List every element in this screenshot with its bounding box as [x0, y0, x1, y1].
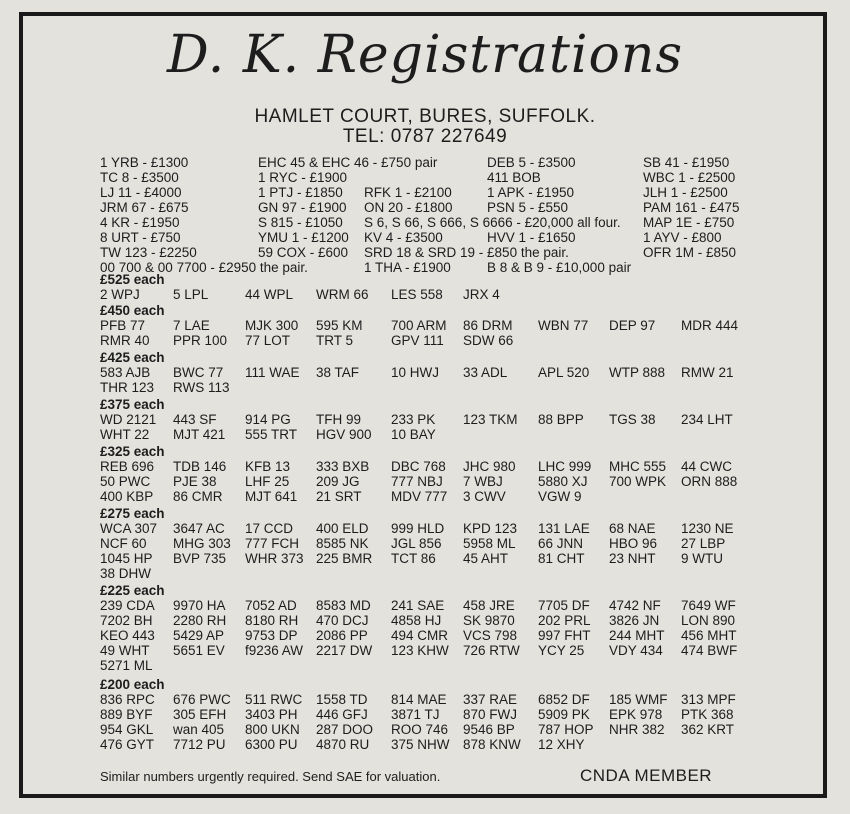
plate-number: 800 UKN [245, 722, 300, 737]
plate-number: 555 TRT [245, 427, 298, 442]
plate-number: 999 HLD [391, 521, 445, 536]
price-heading: £275 each [100, 506, 165, 521]
price-heading: £375 each [100, 397, 165, 412]
plate-number: 511 RWC [245, 692, 303, 707]
priced-entry: 411 BOB [487, 170, 541, 185]
plate-number: VGW 9 [538, 489, 582, 504]
priced-entry: S 815 - £1050 [258, 215, 343, 230]
plate-number: 202 PRL [538, 613, 591, 628]
plate-row [100, 412, 820, 427]
plate-number: 470 DCJ [316, 613, 369, 628]
plate-number: REB 696 [100, 459, 155, 474]
plate-number: MHC 555 [609, 459, 667, 474]
plate-number: THR 123 [100, 380, 155, 395]
plate-number: SDW 66 [463, 333, 514, 348]
plate-number: 10 HWJ [391, 365, 440, 380]
priced-entry: B 8 & B 9 - £10,000 pair [487, 260, 632, 275]
price-heading: £200 each [100, 677, 165, 692]
plate-number: RWS 113 [173, 380, 230, 395]
plate-number: 5880 XJ [538, 474, 588, 489]
plate-number: 7202 BH [100, 613, 153, 628]
plate-number: 8180 RH [245, 613, 299, 628]
plate-number: 44 WPL [245, 287, 294, 302]
plate-number: 1045 HP [100, 551, 153, 566]
plate-number: 337 RAE [463, 692, 518, 707]
plate-row [100, 380, 820, 395]
plate-number: 458 JRE [463, 598, 515, 613]
plate-number: 4742 NF [609, 598, 661, 613]
plate-number: MJT 421 [173, 427, 226, 442]
plate-number: RMW 21 [681, 365, 734, 380]
plate-row [100, 658, 820, 673]
plate-number: 400 KBP [100, 489, 154, 504]
plate-number: 954 GKL [100, 722, 154, 737]
plate-number: PTK 368 [681, 707, 734, 722]
priced-entry: 1 YRB - £1300 [100, 155, 189, 170]
priced-entry: 1 AYV - £800 [643, 230, 722, 245]
plate-row [100, 287, 820, 302]
plate-number: 726 RTW [463, 643, 520, 658]
plate-number: WD 2121 [100, 412, 157, 427]
plate-number: 38 TAF [316, 365, 360, 380]
plate-number: 583 AJB [100, 365, 151, 380]
plate-number: LHF 25 [245, 474, 290, 489]
plate-number: 787 HOP [538, 722, 594, 737]
plate-number: 676 PWC [173, 692, 231, 707]
plate-number: WBN 77 [538, 318, 589, 333]
plate-number: 313 MPF [681, 692, 736, 707]
plate-number: LHC 999 [538, 459, 592, 474]
priced-entry: 1 RYC - £1900 [258, 170, 348, 185]
plate-number: 595 KM [316, 318, 363, 333]
plate-number: KEO 443 [100, 628, 155, 643]
priced-entry: LJ 11 - £4000 [100, 185, 182, 200]
plate-number: JRX 4 [463, 287, 500, 302]
plate-number: 476 GYT [100, 737, 155, 752]
plate-number: 5909 PK [538, 707, 590, 722]
plate-number: 446 GFJ [316, 707, 368, 722]
plate-row [100, 628, 820, 643]
membership-badge: CNDA MEMBER [580, 766, 713, 785]
plate-number: 131 LAE [538, 521, 590, 536]
plate-number: 333 BXB [316, 459, 370, 474]
plate-number: 233 PK [391, 412, 436, 427]
priced-entry: JLH 1 - £2500 [643, 185, 728, 200]
plate-number: 997 FHT [538, 628, 591, 643]
plate-row [100, 551, 820, 566]
plate-number: 878 KNW [463, 737, 521, 752]
plate-number: 77 LOT [245, 333, 291, 348]
plate-number: 7052 AD [245, 598, 297, 613]
plate-number: JGL 856 [391, 536, 442, 551]
plate-number: 21 SRT [316, 489, 362, 504]
plate-number: f9236 AW [245, 643, 304, 658]
plate-row [100, 613, 820, 628]
priced-entry: OFR 1M - £850 [643, 245, 737, 260]
plate-number: LES 558 [391, 287, 443, 302]
plate-number: 362 KRT [681, 722, 735, 737]
plate-number: 5271 ML [100, 658, 153, 673]
priced-entry: KV 4 - £3500 [364, 230, 443, 245]
price-heading: £425 each [100, 350, 165, 365]
priced-entry: 59 COX - £600 [258, 245, 349, 260]
plate-number: 86 DRM [463, 318, 513, 333]
plate-number: 7705 DF [538, 598, 590, 613]
plate-number: 3826 JN [609, 613, 660, 628]
plate-number: 7 LAE [173, 318, 210, 333]
company-telephone: TEL: 0787 227649 [342, 126, 508, 147]
plate-row [100, 489, 820, 504]
plate-number: 38 DHW [100, 566, 152, 581]
priced-entry: DEB 5 - £3500 [487, 155, 576, 170]
plate-number: 2 WPJ [100, 287, 140, 302]
priced-entry: TW 123 - £2250 [100, 245, 197, 260]
plate-number: 870 FWJ [463, 707, 518, 722]
plate-number: 700 WPK [609, 474, 667, 489]
plate-number: VCS 798 [463, 628, 518, 643]
plate-row [100, 459, 820, 474]
plate-number: 2280 RH [173, 613, 227, 628]
plate-number: 287 DOO [316, 722, 374, 737]
priced-entry: 1 PTJ - £1850 [258, 185, 343, 200]
plate-number: 68 NAE [609, 521, 656, 536]
plate-number: 88 BPP [538, 412, 584, 427]
plate-row [100, 692, 820, 707]
company-address: HAMLET COURT, BURES, SUFFOLK. [254, 106, 596, 127]
plate-number: MDV 777 [391, 489, 448, 504]
plate-number: WRM 66 [316, 287, 369, 302]
priced-entry: S 6, S 66, S 666, S 6666 - £20,000 all four. [364, 215, 621, 230]
plate-number: 17 CCD [245, 521, 294, 536]
plate-number: WTP 888 [609, 365, 666, 380]
priced-entry: 00 700 & 00 7700 - £2950 the pair. [100, 260, 308, 275]
plate-number: 66 JNN [538, 536, 584, 551]
plate-number: 45 AHT [463, 551, 509, 566]
plate-row [100, 598, 820, 613]
plate-number: NCF 60 [100, 536, 147, 551]
plate-number: WHR 373 [245, 551, 304, 566]
plate-row [100, 737, 820, 752]
plate-number: 81 CHT [538, 551, 585, 566]
priced-entry: HVV 1 - £1650 [487, 230, 576, 245]
plate-number: APL 520 [538, 365, 590, 380]
plate-number: 6852 DF [538, 692, 590, 707]
plate-number: 400 ELD [316, 521, 369, 536]
priced-entry: YMU 1 - £1200 [258, 230, 349, 245]
plate-number: 8585 NK [316, 536, 369, 551]
plate-number: 700 ARM [391, 318, 447, 333]
plate-number: GPV 111 [391, 333, 444, 348]
price-heading: £225 each [100, 583, 165, 598]
plate-number: MDR 444 [681, 318, 739, 333]
plate-number: TFH 99 [316, 412, 362, 427]
plate-number: PPR 100 [173, 333, 228, 348]
plate-number: DBC 768 [391, 459, 446, 474]
plate-number: 305 EFH [173, 707, 227, 722]
price-heading: £525 each [100, 272, 165, 287]
plate-number: TCT 86 [391, 551, 436, 566]
plate-number: 5958 ML [463, 536, 516, 551]
plate-number: 1558 TD [316, 692, 368, 707]
plate-row [100, 318, 820, 333]
plate-number: 123 TKM [463, 412, 518, 427]
plate-number: 241 SAE [391, 598, 445, 613]
plate-number: HGV 900 [316, 427, 372, 442]
priced-entry: 4 KR - £1950 [100, 215, 180, 230]
plate-number: JHC 980 [463, 459, 516, 474]
priced-entry: TC 8 - £3500 [100, 170, 179, 185]
plate-number: WHT 22 [100, 427, 150, 442]
plate-number: BWC 77 [173, 365, 224, 380]
plate-number: 9753 DP [245, 628, 298, 643]
plate-number: 3 CWV [463, 489, 506, 504]
plate-number: 777 FCH [245, 536, 300, 551]
plate-number: YCY 25 [538, 643, 585, 658]
plate-number: SK 9870 [463, 613, 515, 628]
plate-number: PJE 38 [173, 474, 217, 489]
plate-number: 494 CMR [391, 628, 449, 643]
plate-number: NHR 382 [609, 722, 665, 737]
plate-number: MHG 303 [173, 536, 231, 551]
plate-number: KFB 13 [245, 459, 291, 474]
plate-number: VDY 434 [609, 643, 663, 658]
plate-number: 9 WTU [681, 551, 723, 566]
plate-number: 44 CWC [681, 459, 733, 474]
plate-number: wan 405 [173, 722, 225, 737]
plate-number: 111 WAE [245, 365, 300, 380]
plate-number: 889 BYF [100, 707, 153, 722]
plate-number: HBO 96 [609, 536, 658, 551]
plate-number: EPK 978 [609, 707, 663, 722]
priced-entry: EHC 45 & EHC 46 - £750 pair [258, 155, 438, 170]
plate-number: 474 BWF [681, 643, 738, 658]
priced-entry: SRD 18 & SRD 19 - £850 the pair. [364, 245, 569, 260]
plate-number: TRT 5 [316, 333, 354, 348]
plate-number: 7649 WF [681, 598, 736, 613]
plate-number: MJT 641 [245, 489, 298, 504]
plate-number: BVP 735 [173, 551, 227, 566]
priced-entry: 8 URT - £750 [100, 230, 181, 245]
plate-number: 836 RPC [100, 692, 155, 707]
priced-entry: WBC 1 - £2500 [643, 170, 736, 185]
plate-row [100, 333, 820, 348]
plate-number: 49 WHT [100, 643, 150, 658]
priced-entry: GN 97 - £1900 [258, 200, 347, 215]
plate-number: KPD 123 [463, 521, 518, 536]
plate-number: TDB 146 [173, 459, 227, 474]
priced-entry: MAP 1E - £750 [643, 215, 735, 230]
plate-number: 777 NBJ [391, 474, 443, 489]
plate-row [100, 536, 820, 551]
plate-number: LON 890 [681, 613, 736, 628]
priced-entry: ON 20 - £1800 [364, 200, 453, 215]
plate-number: 50 PWC [100, 474, 151, 489]
plate-number: 23 NHT [609, 551, 656, 566]
plate-number: TGS 38 [609, 412, 656, 427]
plate-number: 4870 RU [316, 737, 370, 752]
plate-number: 375 NHW [391, 737, 450, 752]
plate-number: 2217 DW [316, 643, 373, 658]
plate-row [100, 427, 820, 442]
priced-entry: PSN 5 - £550 [487, 200, 569, 215]
plate-number: 5429 AP [173, 628, 225, 643]
plate-number: 9970 HA [173, 598, 226, 613]
plate-number: 225 BMR [316, 551, 373, 566]
plate-number: 244 MHT [609, 628, 665, 643]
plate-number: 5 LPL [173, 287, 209, 302]
plate-number: 1230 NE [681, 521, 734, 536]
priced-entry: 1 THA - £1900 [364, 260, 451, 275]
plate-number: WCA 307 [100, 521, 158, 536]
company-title: D. K. Registrations [166, 25, 684, 85]
plate-number: 3647 AC [173, 521, 225, 536]
priced-entry: RFK 1 - £2100 [364, 185, 452, 200]
priced-entry: JRM 67 - £675 [100, 200, 189, 215]
plate-number: 234 LHT [681, 412, 733, 427]
plate-row [100, 707, 820, 722]
plate-number: ROO 746 [391, 722, 449, 737]
plate-number: 5651 EV [173, 643, 225, 658]
price-heading: £325 each [100, 444, 165, 459]
plate-row [100, 566, 820, 581]
plate-row [100, 474, 820, 489]
price-heading: £450 each [100, 303, 165, 318]
plate-number: 914 PG [245, 412, 291, 427]
plate-number: 10 BAY [391, 427, 436, 442]
plate-number: 443 SF [173, 412, 217, 427]
plate-number: 3871 TJ [391, 707, 440, 722]
plate-number: 239 CDA [100, 598, 155, 613]
plate-number: 9546 BP [463, 722, 515, 737]
priced-entry: 1 APK - £1950 [487, 185, 575, 200]
plate-number: 123 KHW [391, 643, 449, 658]
plate-number: MJK 300 [245, 318, 299, 333]
plate-row [100, 521, 820, 536]
plate-number: 86 CMR [173, 489, 223, 504]
plate-row [100, 722, 820, 737]
plate-number: PFB 77 [100, 318, 146, 333]
plate-number: 4858 HJ [391, 613, 442, 628]
plate-number: DEP 97 [609, 318, 656, 333]
plate-number: 185 WMF [609, 692, 668, 707]
plate-number: 456 MHT [681, 628, 737, 643]
plate-number: 6300 PU [245, 737, 298, 752]
priced-entry: PAM 161 - £475 [643, 200, 740, 215]
plate-number: 27 LBP [681, 536, 726, 551]
plate-number: 209 JG [316, 474, 360, 489]
footer-note: Similar numbers urgently required. Send SAE for valuation. [100, 769, 441, 784]
plate-number: 33 ADL [463, 365, 508, 380]
plate-row [100, 365, 820, 380]
plate-number: 2086 PP [316, 628, 368, 643]
plate-number: 12 XHY [538, 737, 585, 752]
plate-row [100, 643, 820, 658]
plate-number: 3403 PH [245, 707, 298, 722]
plate-number: 7 WBJ [463, 474, 503, 489]
plate-number: ORN 888 [681, 474, 738, 489]
priced-entry: SB 41 - £1950 [643, 155, 730, 170]
plate-number: 814 MAE [391, 692, 447, 707]
plate-number: RMR 40 [100, 333, 150, 348]
plate-number: 8583 MD [316, 598, 371, 613]
plate-number: 7712 PU [173, 737, 226, 752]
